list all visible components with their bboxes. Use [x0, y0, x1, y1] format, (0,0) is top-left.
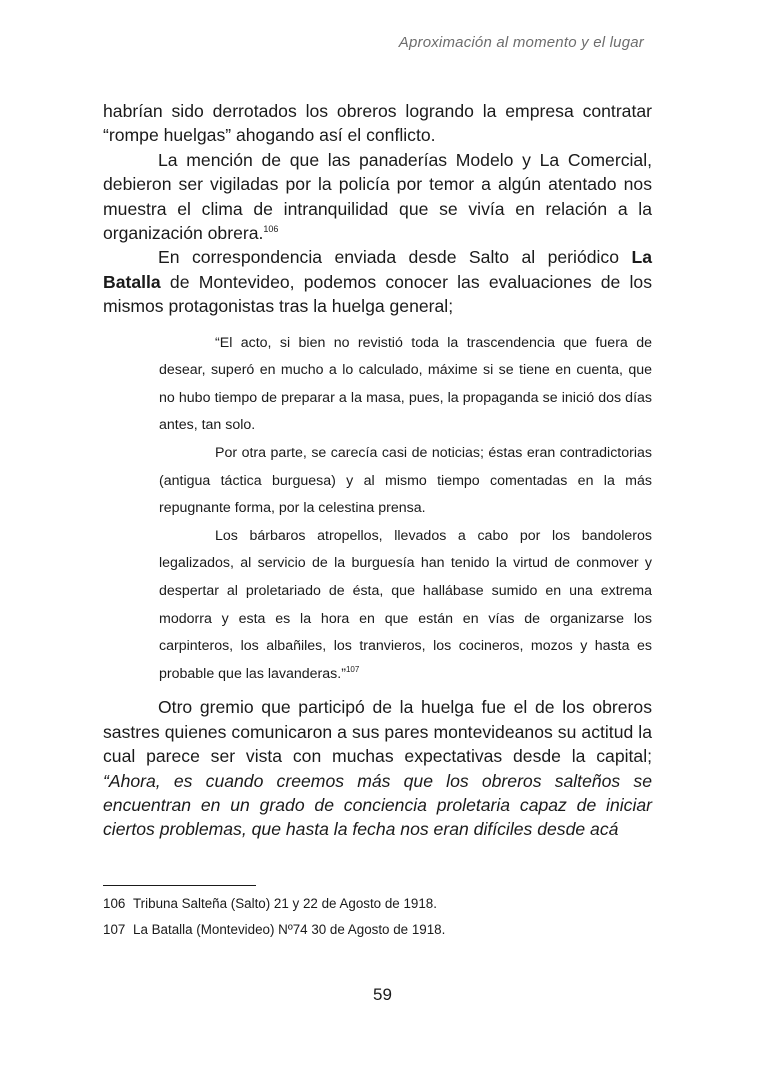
- paragraph-1: habrían sido derrotados los obreros logrando la empresa contratar “rompe huelgas” ahogando así el conflicto.: [103, 101, 652, 146]
- footnote-ref-106[interactable]: 106: [263, 224, 279, 235]
- footnote-number: 106: [103, 896, 126, 911]
- page-number: 59: [373, 985, 392, 1004]
- quote-paragraph-1: “El acto, si bien no revistió toda la trascendencia que fuera de desear, superó en mucho a lo calculado, máxime si se tiene en cuenta, que no hubo tiempo de preparar a la masa, pues, la propaganda se inició dos días antes, tan solo.: [159, 334, 652, 434]
- footnotes: [103, 891, 652, 943]
- paragraph-3: [103, 245, 652, 318]
- paragraph-2-text: La mención de que las panaderías Modelo y La Comercial, debieron ser vigiladas por la policía por temor a algún atentado nos muestra el clima de intranquilidad que se vivía en relación a la organización obrera.: [103, 149, 652, 244]
- paragraph-2: [103, 148, 652, 246]
- footnote-text: La Batalla (Montevideo) Nº74 30 de Agosto de 1918.: [133, 922, 446, 937]
- paragraph-4-text: Otro gremio que participó de la huelga fue el de los obreros sastres quienes comunicaron a sus pares montevideanos su actitud la cual parece ser vista con muchas expectativas desde la capital;: [103, 697, 652, 767]
- block-quote: [159, 330, 652, 689]
- running-head: Aproximación al momento y el lugar: [398, 34, 644, 51]
- paragraph-3-text-a: En correspondencia enviada desde Salto al periódico: [158, 247, 620, 268]
- footnote-ref-107[interactable]: 107: [345, 664, 360, 674]
- paragraph-4: [103, 695, 652, 841]
- footnote-106: [103, 891, 652, 917]
- footnote-text: Tribuna Salteña (Salto) 21 y 22 de Agosto de 1918.: [133, 896, 437, 911]
- paragraph-3-text-b: de Montevideo, podemos conocer las evaluaciones de los mismos protagonistas tras la huelga general;: [103, 271, 653, 317]
- main-text: [103, 99, 652, 842]
- paragraph-4-italic-quote: “Ahora, es cuando creemos más que los obreros salteños se encuentran en un grado de conciencia proletaria capaz de iniciar ciertos problemas, que hasta la fecha nos eran difíciles desde acá: [103, 770, 652, 840]
- quote-paragraph-3-text: Los bárbaros atropellos, llevados a cabo por los bandoleros legalizados, al servicio de la burguesía han tenido la virtud de conmover y despertar al proletariado de ésta, que hallábase sumido en una extrema modorra y esta es la hora en que están en vías de organizarse los carpinteros, los albañiles, los tranvieros, los cocineros, mozos y hasta es probable que las lavanderas.”: [159, 527, 652, 682]
- newspaper-name: La Batalla: [103, 247, 653, 292]
- footnote-divider: [103, 885, 256, 886]
- quote-paragraph-2: Por otra parte, se carecía casi de noticias; éstas eran contradictorias (antigua táctica burguesa) y al mismo tiempo comentadas en la más repugnante forma, por la celestina prensa.: [159, 445, 652, 517]
- quote-paragraph-3: [159, 523, 652, 689]
- footnote-number: 107: [103, 922, 126, 937]
- footnote-107: [103, 917, 652, 943]
